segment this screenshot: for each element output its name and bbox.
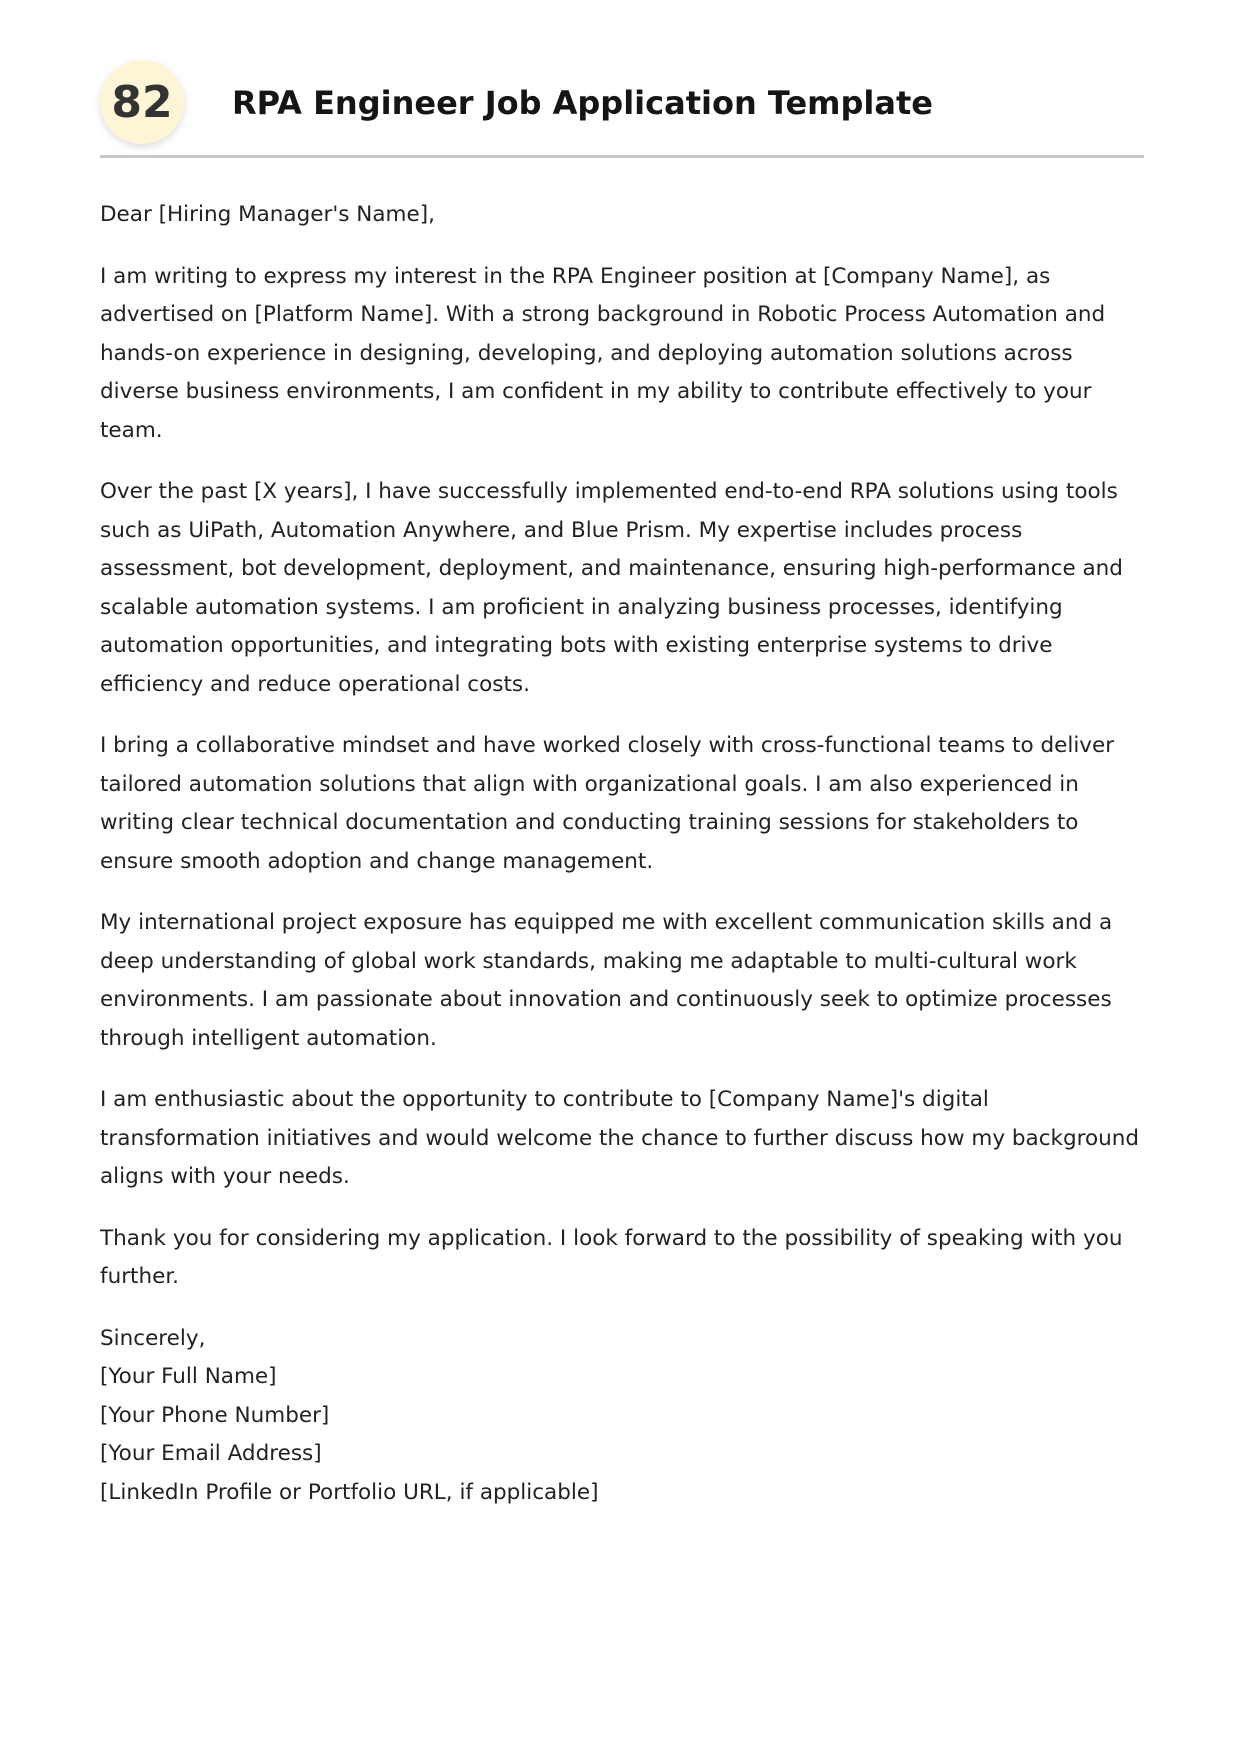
letter-paragraph: My international project exposure has equipped me with excellent communication skills and a deep understanding of global work standards, making me adaptable to multi-cultural work environments. I am passionate about innovation and continuously seek to optimize processes through intelligent automation. <box>100 910 1113 1051</box>
document-page <box>100 0 1144 1512</box>
page-title: RPA Engineer Job Application Template <box>232 84 933 122</box>
template-number-badge: 82 <box>100 60 184 144</box>
letter-body <box>100 196 1144 1512</box>
letter-paragraph: I am enthusiastic about the opportunity to contribute to [Company Name]'s digital transformation initiatives and would welcome the chance to further discuss how my background aligns with your needs. <box>100 1087 1140 1189</box>
letter-salutation: Dear [Hiring Manager's Name], <box>100 202 435 227</box>
letter-paragraph: Over the past [X years], I have successfully implemented end-to-end RPA solutions using tools such as UiPath, Automation Anywhere, and Blue Prism. My expertise includes process assessment, bot development, deployment, and maintenance, ensuring high-performance and scalable automation systems. I am proficient in analyzing business processes, identifying automation opportunities, and integrating bots with existing enterprise systems to drive efficiency and reduce operational costs. <box>100 479 1123 697</box>
signature-linkedin: [LinkedIn Profile or Portfolio URL, if applicable] <box>100 1479 599 1505</box>
signature-name: [Your Full Name] <box>100 1364 277 1389</box>
letter-paragraph: I am writing to express my interest in the RPA Engineer position at [Company Name], as advertised on [Platform Name]. With a strong background in Robotic Process Automation and hands-on experience in designing, developing, and deploying automation solutions across diverse business environments, I am confident in my ability to contribute effectively to your team. <box>100 263 1106 443</box>
signature-phone: [Your Phone Number] <box>100 1402 330 1428</box>
document-header <box>100 0 1144 158</box>
letter-paragraph: I bring a collaborative mindset and have worked closely with cross-functional teams to deliver tailored automation solutions that align with organizational goals. I am also experienced in writing clear technical documentation and conducting training sessions for stakeholders to ensure smooth adoption and change management. <box>100 733 1115 874</box>
letter-paragraph: Thank you for considering my application. I look forward to the possibility of speaking with you further. <box>100 1225 1123 1289</box>
letter-closing: Sincerely, <box>100 1325 206 1351</box>
signature-email: [Your Email Address] <box>100 1441 322 1466</box>
letter-signature <box>100 1320 1144 1513</box>
